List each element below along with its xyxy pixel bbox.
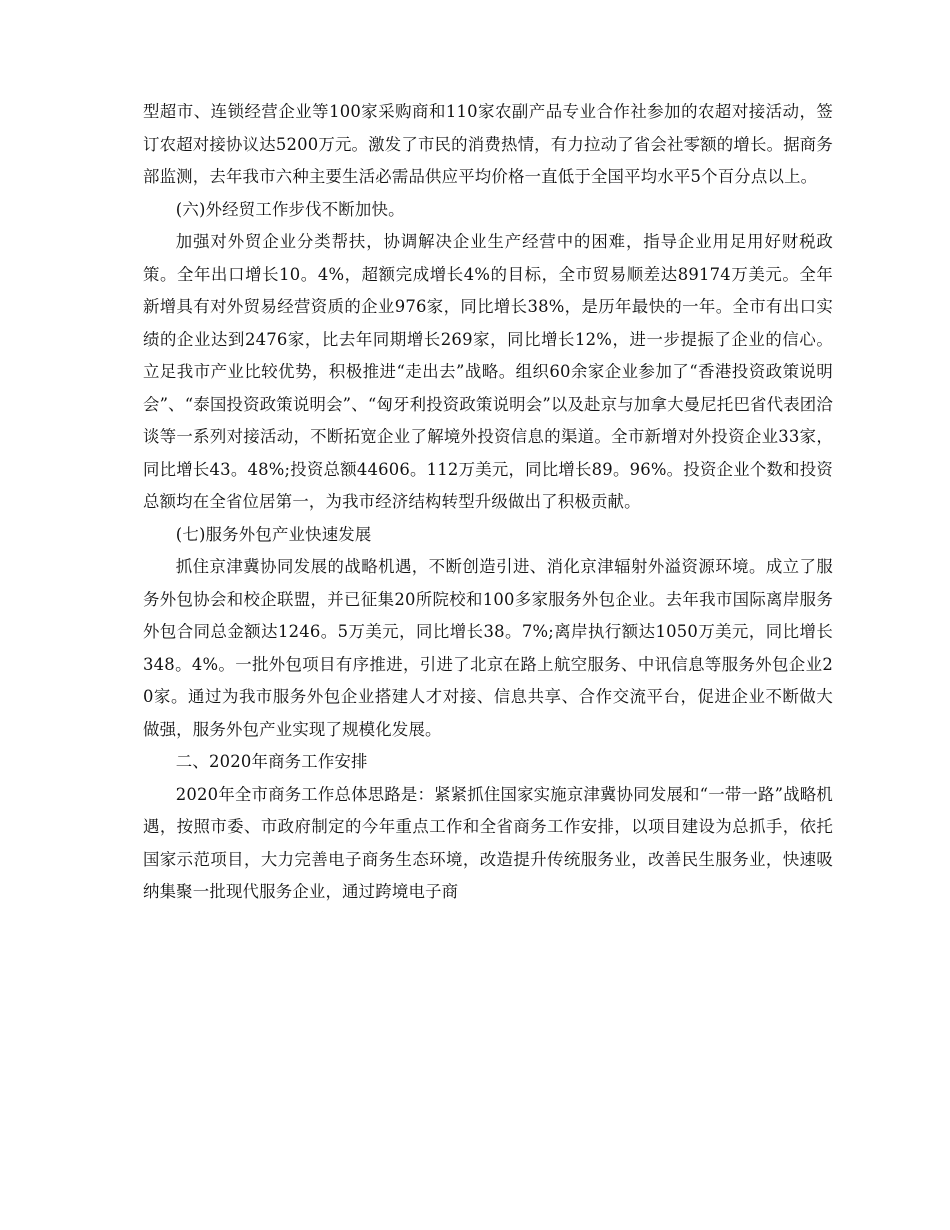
heading-service-outsourcing: (七)服务外包产业快速发展 (175, 524, 372, 544)
paragraph-service-outsourcing: 抓住京津冀协同发展的战略机遇，不断创造引进、消化京津辐射外溢资源环境。成立了服务外包协会和校企联盟，并已征集20所院校和100多家服务外包企业。去年我市国际离岸服务外包合同总金额达1246。5万美元，同比增长38。7%;离岸执行额达1050万美元，同比增长348。4%。一批外包项目有序推进，引进了北京在路上航空服务、中讯信息等服务外包企业20家。通过为我市服务外包企业搭建人才对接、信息共享、合作交流平台，促进企业不断做大做强，服务外包产业实现了规模化发展。 (143, 557, 833, 739)
paragraph-1: 型超市、连锁经营企业等100家采购商和110家农副产品专业合作社参加的农超对接活动，签订农超对接协议达5200万元。激发了市民的消费热情，有力拉动了省会社零额的增长。据商务部监测，去年我市六种主要生活必需品供应平均价格一直低于全国平均水平5个百分点以上。 (143, 102, 833, 186)
document-page (143, 96, 833, 909)
heading-foreign-trade: (六)外经贸工作步伐不断加快。 (175, 199, 405, 219)
heading-2020-plan: 二、2020年商务工作安排 (175, 752, 368, 771)
paragraph-2020-plan: 2020年全市商务工作总体思路是：紧紧抓住国家实施京津冀协同发展和“一带一路”战略机遇，按照市委、市政府制定的今年重点工作和全省商务工作安排，以项目建设为总抓手，依托国家示范项目，大力完善电子商务生态环境，改造提升传统服务业，改善民生服务业，快速吸纳集聚一批现代服务企业，通过跨境电子商 (143, 784, 833, 901)
paragraph-foreign-trade: 加强对外贸企业分类帮扶，协调解决企业生产经营中的困难，指导企业用足用好财税政策。全年出口增长10。4%，超额完成增长4%的目标，全市贸易顺差达89174万美元。全年新增具有对外贸易经营资质的企业976家，同比增长38%，是历年最快的一年。全市有出口实绩的企业达到2476家，比去年同期增长269家，同比增长12%，进一步提振了企业的信心。立足我市产业比较优势，积极推进“走出去”战略。组织60余家企业参加了“香港投资政策说明会”、“泰国投资政策说明会”、“匈牙利投资政策说明会”以及赴京与加拿大曼尼托巴省代表团洽谈等一系列对接活动，不断拓宽企业了解境外投资信息的渠道。全市新增对外投资企业33家，同比增长43。48%;投资总额44606。112万美元，同比增长89。96%。投资企业个数和投资总额均在全省位居第一，为我市经济结构转型升级做出了积极贡献。 (143, 232, 833, 511)
